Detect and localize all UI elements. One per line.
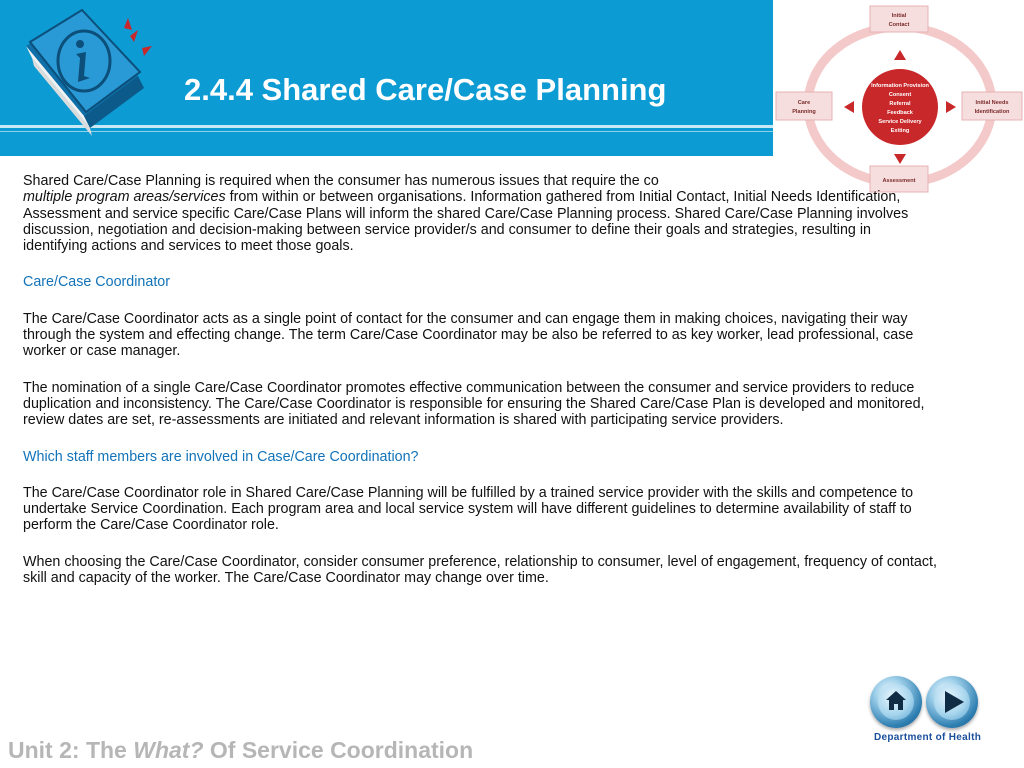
department-logo-text: Department of Health <box>874 732 982 743</box>
coordinator-heading: Care/Case Coordinator <box>23 274 171 291</box>
info-book-icon <box>20 6 160 156</box>
footer-italic: What? <box>133 737 204 763</box>
arrow-down-icon <box>894 154 906 164</box>
service-coordination-cycle-diagram <box>774 0 1024 196</box>
coordinator-paragraph-2: The nomination of a single Care/Case Coordinator promotes effective communication between the consumer and service providers to reduce duplication and inconsistency. The Care/Case Coordinator is responsible for ensuring the Shared Care/Case Plan is developed and monitored, review dates are set, re-assessments are initiated and relevant information is shared with participating service providers. <box>23 379 925 429</box>
center-line-2: Consent <box>888 92 912 98</box>
staff-paragraph-2: When choosing the Care/Case Coordinator, consider consumer preference, relationship to consumer, level of engagement, frequency of contact, skill and capacity of the worker. The Care/Case Coordinator may change over time. <box>23 553 937 587</box>
center-line-4: Feedback <box>887 110 913 116</box>
footer-suffix: Of Service Coordination <box>203 737 474 763</box>
initial-contact-label-1: Initial <box>891 13 907 19</box>
home-icon <box>884 689 908 713</box>
intro-text-italic: multiple program areas/services <box>23 189 226 206</box>
main-content <box>23 173 938 606</box>
intro-text-part1: Shared Care/Case Planning is required when the consumer has numerous issues that require the co <box>23 173 659 189</box>
center-line-1: Information Provision <box>871 83 929 89</box>
intro-paragraph <box>23 173 938 254</box>
center-line-6: Exiting <box>890 128 910 134</box>
initial-needs-label-1: Initial Needs <box>975 100 1009 106</box>
staff-paragraph-1: The Care/Case Coordinator role in Shared Care/Case Planning will be fulfilled by a trained service provider with the skills and competence to undertake Service Coordination. Each program area and local service system will have different guidelines to determine availability of staff to perform the Care/Case Coordinator role. <box>23 484 914 534</box>
center-line-3: Referral <box>889 101 911 107</box>
center-line-5: Service Delivery <box>878 119 922 125</box>
home-button[interactable] <box>870 676 922 728</box>
intro-text-part2: from within or between organisations. Information gathered from Initial Contact, Initial Needs Identification, Assessment and service specific Care/Case Plans will inform the shared Care/Case Planning process. Shared Care/Case Planning involves discussion, negotiation and decision-making between service provider/s and consumer to define their goals and strategies, resulting in identifying actions and services to meet those goals. <box>23 189 909 255</box>
coordinator-paragraph-1: The Care/Case Coordinator acts as a single point of contact for the consumer and can engage them in making choices, navigating their way through the system and effecting change. The term Care/Case Coordinator may be also be referred to as key worker, lead professional, case worker or case manager. <box>23 310 914 360</box>
arrow-left-icon <box>844 101 854 113</box>
initial-needs-label-2: Identification <box>974 109 1010 115</box>
staff-heading: Which staff members are involved in Case/Care Coordination? <box>23 448 419 465</box>
footer-prefix: Unit 2: The <box>8 737 134 763</box>
arrow-right-icon <box>946 101 956 113</box>
navigation-controls <box>870 676 990 730</box>
care-planning-label-2: Planning <box>792 109 816 115</box>
care-planning-label-1: Care <box>797 100 811 106</box>
page-title: 2.4.4 Shared Care/Case Planning <box>184 72 667 107</box>
next-button[interactable] <box>926 676 978 728</box>
unit-footer <box>8 737 473 764</box>
assessment-label: Assessment <box>882 178 916 184</box>
arrow-up-icon <box>894 50 906 60</box>
initial-contact-label-2: Contact <box>888 22 910 28</box>
play-icon <box>942 689 966 715</box>
